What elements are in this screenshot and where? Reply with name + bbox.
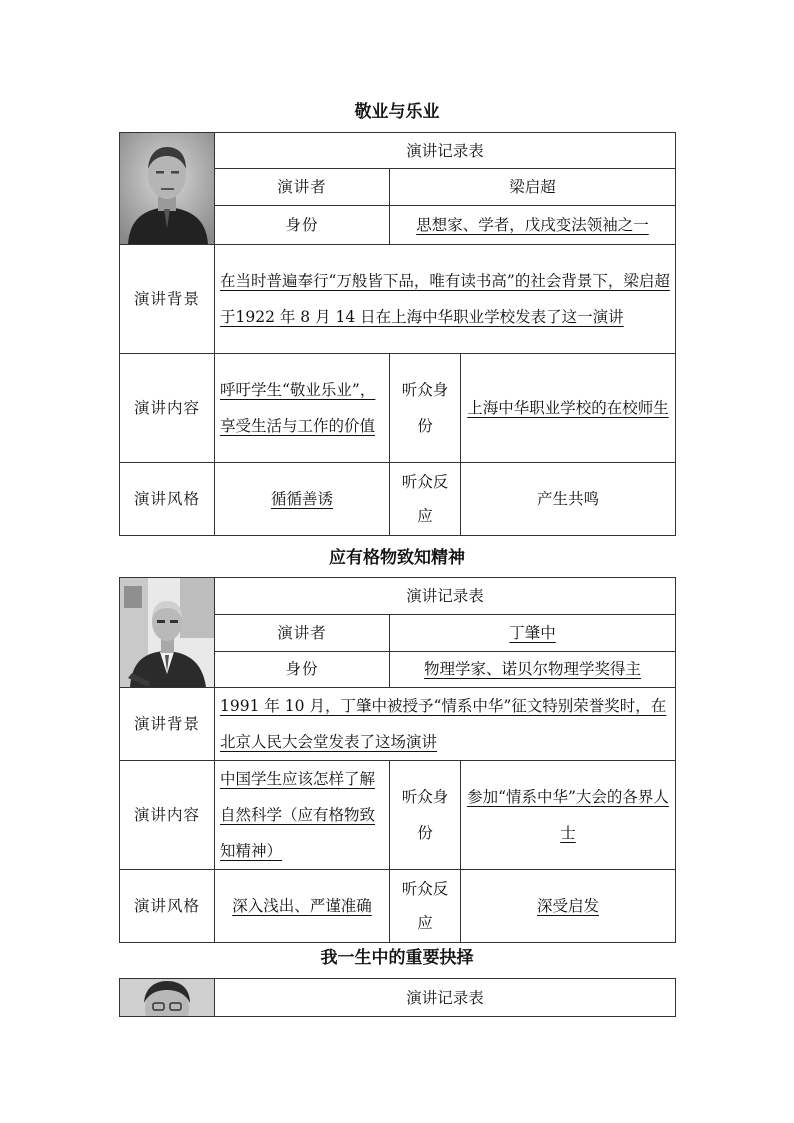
speaker-photo-3 — [120, 979, 215, 1017]
content-cell-1 — [215, 354, 390, 463]
identity-value-1: 思想家、学者，戊戌变法领袖之一 — [416, 215, 649, 234]
speech-record-table-1 — [119, 132, 676, 536]
content-value-1: 呼吁学生“敬业乐业”，享受生活与工作的价值 — [220, 381, 376, 435]
audience-reaction-value-2: 深受启发 — [536, 897, 599, 915]
identity-cell-2 — [390, 651, 676, 687]
section-title-2: 应有格物致知精神 — [329, 548, 465, 568]
style-label-1: 演讲风格 — [120, 463, 215, 536]
identity-label-2: 身份 — [215, 651, 390, 687]
style-value-1: 循循善诱 — [270, 490, 333, 508]
table-title-1: 演讲记录表 — [215, 133, 676, 169]
table-title-2: 演讲记录表 — [215, 578, 676, 615]
section-title-3: 我一生中的重要抉择 — [320, 948, 474, 968]
speech-record-table-2 — [119, 577, 676, 943]
content-cell-2 — [215, 761, 390, 870]
style-cell-2 — [215, 870, 390, 943]
audience-identity-label-2: 听众身份 — [390, 761, 461, 870]
audience-identity-cell-2 — [461, 761, 676, 870]
audience-identity-value-2: 参加“情系中华”大会的各界人士 — [467, 788, 669, 842]
speaker-label-2: 演讲者 — [215, 615, 390, 651]
portrait-photo-icon — [120, 979, 215, 1016]
identity-label-1: 身份 — [215, 205, 390, 244]
background-value-1: 在当时普遍奉行“万般皆下品，唯有读书高”的社会背景下，梁启超于1922 年 8 月 14 日在上海中华职业学校发表了这一演讲 — [220, 272, 670, 326]
background-label-2: 演讲背景 — [120, 688, 215, 761]
speaker-name-2: 丁肇中 — [509, 623, 556, 642]
section-title-1: 敬业与乐业 — [354, 102, 440, 122]
background-cell-1 — [215, 245, 676, 354]
speech-record-table-3 — [119, 978, 676, 1017]
background-cell-2 — [215, 688, 676, 761]
speaker-name-1: 梁启超 — [390, 169, 676, 205]
audience-reaction-value-1: 产生共鸣 — [461, 463, 676, 536]
content-label-2: 演讲内容 — [120, 761, 215, 870]
style-label-2: 演讲风格 — [120, 870, 215, 943]
background-value-2: 1991 年 10 月，丁肇中被授予“情系中华”征文特别荣誉奖时，在北京人民大会堂发表了这场演讲 — [220, 697, 667, 751]
speaker-photo-2 — [120, 578, 215, 688]
background-label-1: 演讲背景 — [120, 245, 215, 354]
audience-identity-value-1: 上海中华职业学校的在校师生 — [467, 399, 669, 417]
table-title-3: 演讲记录表 — [215, 979, 676, 1017]
identity-value-2: 物理学家、诺贝尔物理学奖得主 — [423, 660, 641, 679]
audience-identity-cell-1 — [461, 354, 676, 463]
content-value-2: 中国学生应该怎样了解自然科学（应有格物致知精神） — [220, 770, 376, 860]
speaker-label-1: 演讲者 — [215, 169, 390, 205]
audience-reaction-label-1: 听众反应 — [390, 463, 461, 536]
portrait-photo-icon — [120, 133, 215, 244]
style-value-2: 深入浅出、严谨准确 — [232, 897, 372, 915]
identity-cell-1 — [390, 205, 676, 244]
audience-reaction-label-2: 听众反应 — [390, 870, 461, 943]
style-cell-1 — [215, 463, 390, 536]
content-label-1: 演讲内容 — [120, 354, 215, 463]
speaker-photo-1 — [120, 133, 215, 245]
audience-reaction-cell-2 — [461, 870, 676, 943]
speaker-cell-2 — [390, 615, 676, 651]
portrait-photo-icon — [120, 578, 215, 687]
audience-identity-label-1: 听众身份 — [390, 354, 461, 463]
